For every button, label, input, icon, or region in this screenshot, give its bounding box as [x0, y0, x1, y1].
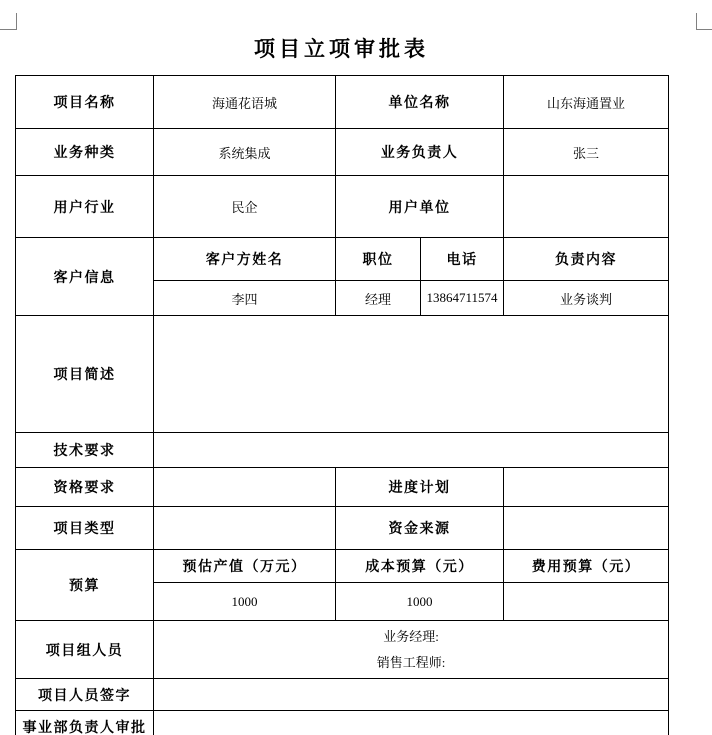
field-qualification[interactable]: [154, 468, 336, 507]
field-fund-source[interactable]: [504, 507, 669, 550]
header-customer-name: 客户方姓名: [154, 238, 336, 281]
label-user-industry: 用户行业: [16, 176, 154, 238]
row-team: [16, 621, 669, 679]
row-budget-header: [16, 550, 669, 583]
label-customer-info: 客户信息: [16, 238, 154, 316]
label-qualification: 资格要求: [16, 468, 154, 507]
row-user-industry: [16, 176, 669, 238]
field-project-name[interactable]: 海通花语城: [154, 76, 336, 129]
field-team[interactable]: [154, 621, 669, 679]
header-cost-budget: 成本预算（元）: [336, 550, 504, 583]
header-customer-duty: 负责内容: [504, 238, 669, 281]
row-customer-info-header: [16, 238, 669, 281]
approval-form-table: [15, 75, 669, 735]
header-customer-position: 职位: [336, 238, 421, 281]
row-business-type: [16, 129, 669, 176]
label-tech-requirements: 技术要求: [16, 433, 154, 468]
row-tech-requirements: [16, 433, 669, 468]
label-budget: 预算: [16, 550, 154, 621]
header-customer-phone: 电话: [421, 238, 504, 281]
label-fund-source: 资金来源: [336, 507, 504, 550]
field-business-owner[interactable]: 张三: [504, 129, 669, 176]
field-member-signature[interactable]: [154, 679, 669, 711]
field-dept-head-approval[interactable]: [154, 711, 669, 735]
field-tech-requirements[interactable]: [154, 433, 669, 468]
field-customer-position[interactable]: 经理: [336, 281, 421, 316]
row-project-type: [16, 507, 669, 550]
field-customer-name[interactable]: 李四: [154, 281, 336, 316]
row-dept-head-approval: [16, 711, 669, 735]
field-customer-phone[interactable]: 13864711574: [421, 281, 504, 316]
field-customer-duty[interactable]: 业务谈判: [504, 281, 669, 316]
row-project-brief: [16, 316, 669, 433]
field-estimated-output[interactable]: 1000: [154, 583, 336, 621]
label-schedule-plan: 进度计划: [336, 468, 504, 507]
form-title: 项目立项审批表: [254, 38, 429, 61]
field-project-brief[interactable]: [154, 316, 669, 433]
label-project-name: 项目名称: [16, 76, 154, 129]
team-sales-engineer-line[interactable]: 销售工程师:: [376, 654, 446, 670]
header-estimated-output: 预估产值（万元）: [154, 550, 336, 583]
row-member-signature: [16, 679, 669, 711]
page-margin-mark-top-left-icon: [0, 13, 17, 30]
label-business-owner: 业务负责人: [336, 129, 504, 176]
row-qualification: [16, 468, 669, 507]
label-user-unit: 用户单位: [336, 176, 504, 238]
team-business-manager-line[interactable]: 业务经理:: [383, 628, 439, 644]
label-member-signature: 项目人员签字: [16, 679, 154, 711]
label-team: 项目组人员: [16, 621, 154, 679]
field-user-unit[interactable]: [504, 176, 669, 238]
field-project-type[interactable]: [154, 507, 336, 550]
label-unit-name: 单位名称: [336, 76, 504, 129]
label-dept-head-approval: 事业部负责人审批: [16, 711, 154, 735]
label-business-type: 业务种类: [16, 129, 154, 176]
label-project-brief: 项目简述: [16, 316, 154, 433]
page-margin-mark-top-right-icon: [696, 13, 712, 30]
field-expense-budget[interactable]: [504, 583, 669, 621]
row-project-name: [16, 76, 669, 129]
field-business-type[interactable]: 系统集成: [154, 129, 336, 176]
field-unit-name[interactable]: 山东海通置业: [504, 76, 669, 129]
field-schedule-plan[interactable]: [504, 468, 669, 507]
field-user-industry[interactable]: 民企: [154, 176, 336, 238]
header-expense-budget: 费用预算（元）: [504, 550, 669, 583]
label-project-type: 项目类型: [16, 507, 154, 550]
field-cost-budget[interactable]: 1000: [336, 583, 504, 621]
